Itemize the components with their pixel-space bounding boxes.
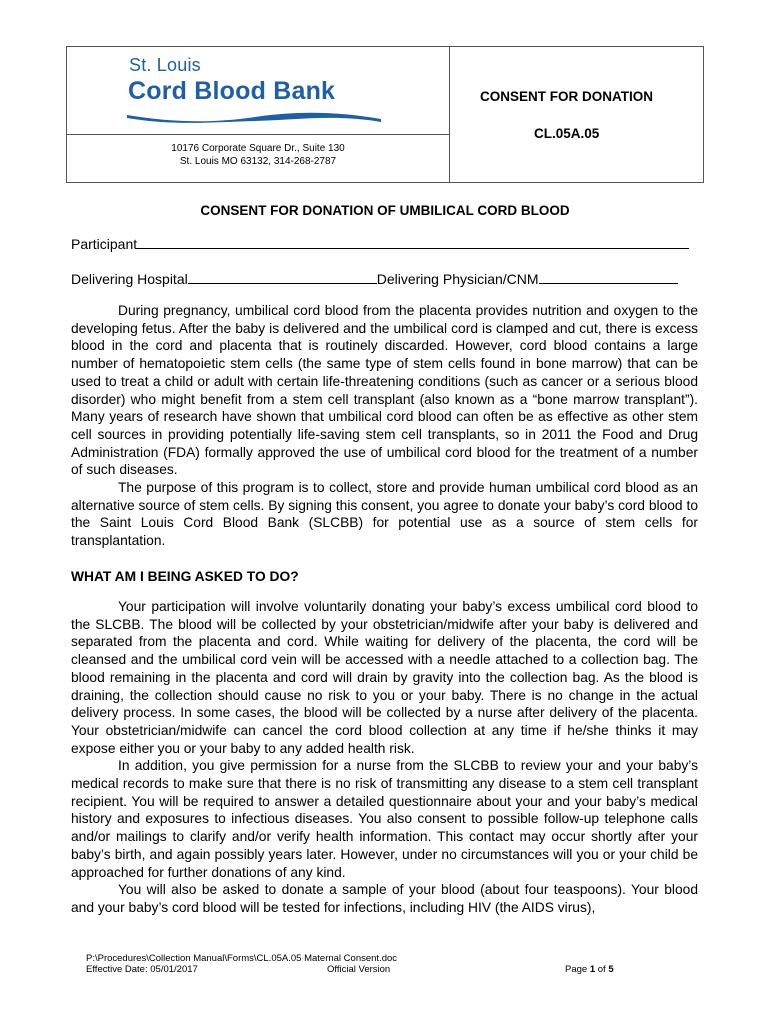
document-title: CONSENT FOR DONATION OF UMBILICAL CORD BLOOD <box>200 203 570 218</box>
section-paragraph-2: In addition, you give permission for a nurse from the SLCBB to review your and your baby’s medical records to make sure that there is no risk of transmitting any disease to a stem cell transplant recipient. You will be required to answer a detailed questionnaire about your and your baby’s medical history and exposures to infectious diseases. You also consent to possible follow-up telephone calls and/or mailings to clarify and/or verify health information. This contact may occur shortly after your baby’s birth, and again possibly years later. However, under no circumstances will you or your child be approached for further donations of any kind. <box>71 758 698 880</box>
header-left-panel <box>67 47 450 182</box>
footer <box>86 953 626 975</box>
logo-wave-icon <box>125 109 383 125</box>
participant-blank[interactable] <box>137 237 689 249</box>
physician-blank[interactable] <box>539 272 678 284</box>
hospital-blank[interactable] <box>188 272 377 284</box>
section-paragraph-3: You will also be asked to donate a sample of your blood (about four teaspoons). Your blood and your baby’s cord blood will be tested for infections, including HIV (the AIDS virus), <box>71 882 698 915</box>
logo-line-2: Cord Blood Bank <box>128 77 336 105</box>
section-body <box>71 598 698 917</box>
physician-label: Delivering Physician/CNM <box>376 271 539 287</box>
page-total: 5 <box>608 964 614 975</box>
intro-paragraph-2: The purpose of this program is to collect, store and provide human umbilical cord blood as an alternative source of stem cells. By signing this consent, you agree to donate your baby’s cord blood to the Saint Louis Cord Blood Bank (SLCBB) for potential use as a source of stem cells for transplantation. <box>71 480 698 549</box>
header-right-panel <box>450 47 703 182</box>
section-heading: WHAT AM I BEING ASKED TO DO? <box>71 569 299 584</box>
footer-path: P:\Procedures\Collection Manual\Forms\CL.05A.05 Maternal Consent.doc <box>86 953 398 964</box>
hospital-label: Delivering Hospital <box>71 271 188 287</box>
page-prefix: Page <box>565 964 590 975</box>
version-label: Official Version <box>327 964 391 975</box>
document-header <box>66 46 704 183</box>
participant-label: Participant <box>71 236 138 252</box>
section-paragraph-1: Your participation will involve voluntarily donating your baby’s excess umbilical cord blood to the SLCBB. The blood will be collected by your obstetrician/midwife after your baby is delivered and separated from the placenta and cord. While waiting for delivery of the placenta, the cord will be cleansed and the umbilical cord vein will be accessed with a needle attached to a collection bag. The blood remaining in the placenta and cord will drain by gravity into the collection bag. As the blood is draining, the collection should cause no risk to you or your baby. There is no change in the actual delivery process. In some cases, the blood will be collected by a nurse after delivery of the placenta. Your obstetrician/midwife can cancel the cord blood collection at any time if he/she thinks it may expose either you or your baby to any added health risk. <box>71 599 698 756</box>
participant-field[interactable] <box>71 236 689 252</box>
page-number <box>565 964 614 975</box>
page-of: of <box>595 964 609 975</box>
address <box>67 142 449 168</box>
address-line-1: 10176 Corporate Square Dr., Suite 130 <box>171 143 345 154</box>
intro-section <box>71 302 698 550</box>
page-current: 1 <box>589 964 596 975</box>
logo <box>67 47 449 135</box>
consent-label: CONSENT FOR DONATION <box>480 89 653 104</box>
form-code: CL.05A.05 <box>534 126 600 141</box>
address-line-2: St. Louis MO 63132, 314-268-2787 <box>179 156 337 167</box>
footer-row <box>86 964 626 975</box>
intro-paragraph-1: During pregnancy, umbilical cord blood from the placenta provides nutrition and oxygen to the developing fetus. After the baby is delivered and the umbilical cord is clamped and cut, there is excess blood in the cord and placenta that is routinely discarded. However, cord blood contains a large number of hematopoietic stem cells (the same type of stem cells found in bone marrow) that can be used to treat a child or adult with certain life-threatening conditions (such as cancer or a serious blood disorder) who might benefit from a stem cell transplant (also known as a “bone marrow transplant”). Many years of research have shown that umbilical cord blood can often be as effective as other stem cell sources in providing potentially life-saving stem cell transplants, so in 2011 the Food and Drug Administration (FDA) formally approved the use of umbilical cord blood for the treatment of a number of such diseases. <box>71 303 698 478</box>
logo-line-1: St. Louis <box>129 55 201 75</box>
effective-date: Effective Date: 05/01/2017 <box>86 964 198 975</box>
hospital-physician-row <box>71 271 678 287</box>
